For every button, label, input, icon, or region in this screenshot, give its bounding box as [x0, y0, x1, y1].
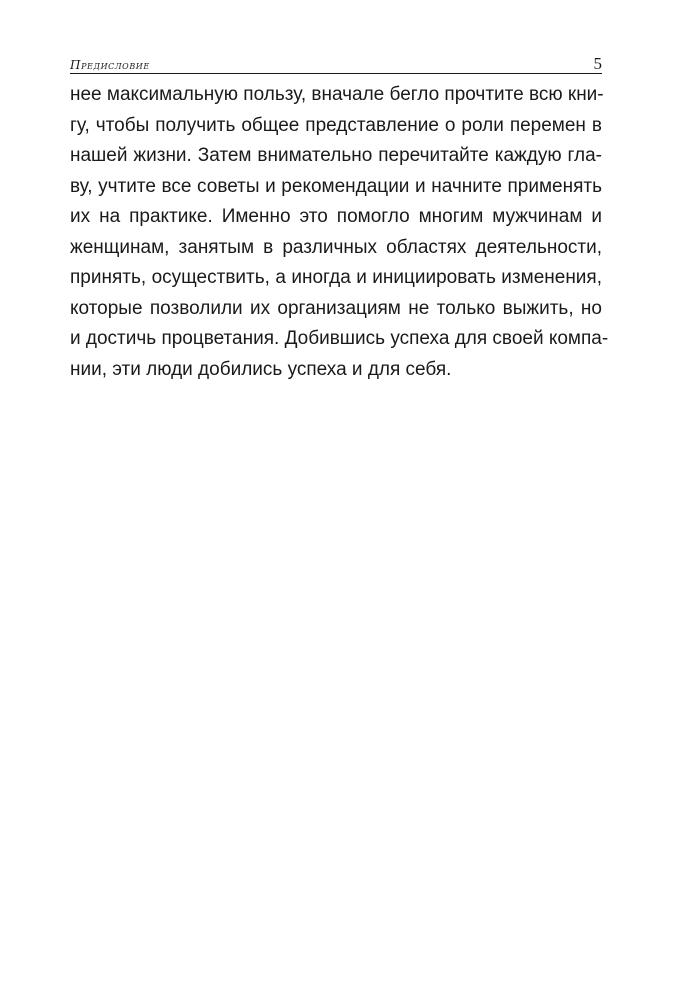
running-title: Предисловие — [70, 58, 150, 72]
text-line: принять, осуществить, а иногда и инициировать изменения, — [70, 267, 602, 288]
text-line: женщинам, занятым в различных областях деятельности, — [70, 236, 602, 258]
text-line: их на практике. Именно это помогло многим мужчинам и — [70, 206, 602, 227]
book-page — [70, 50, 609, 385]
text-line: и достичь процветания. Добившись успеха для своей компа- — [70, 328, 609, 349]
running-head — [70, 50, 602, 74]
body-paragraph — [70, 80, 609, 385]
text-line: нии, эти люди добились успеха и для себя. — [70, 358, 452, 380]
text-line: ву, учтите все советы и рекомендации и начните применять — [70, 175, 602, 197]
page-number: 5 — [593, 54, 602, 73]
text-line: нашей жизни. Затем внимательно перечитайте каждую гла- — [70, 145, 602, 166]
text-line: гу, чтобы получить общее представление о роли перемен в — [70, 114, 602, 136]
text-line: которые позволили их организациям не только выжить, но — [70, 297, 602, 319]
text-line: нее максимальную пользу, вначале бегло прочтите всю кни- — [70, 84, 604, 105]
